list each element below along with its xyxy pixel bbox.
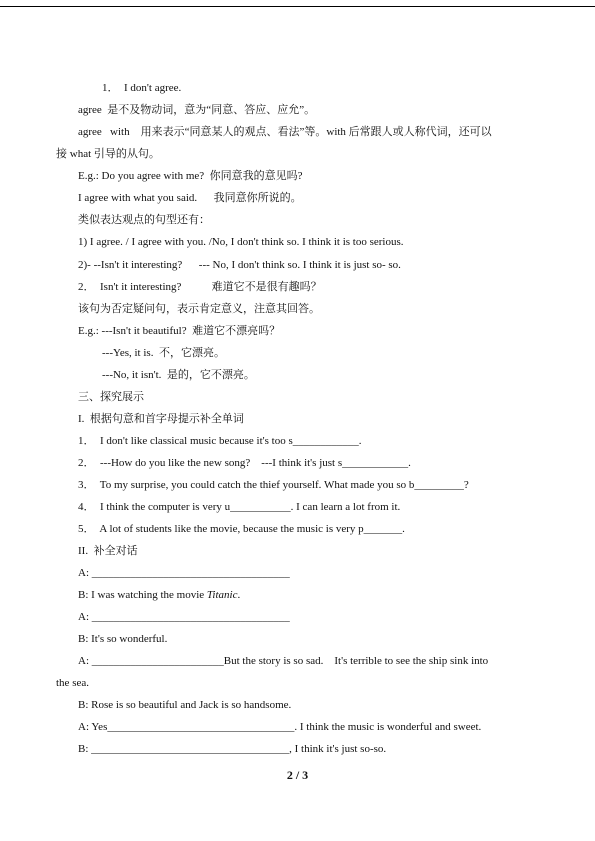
dialogue-a3: A: ________________________But the story is so sad. It's terrible to see the ship sink into	[78, 655, 489, 667]
part-2-heading: II. 补全对话	[78, 545, 138, 557]
exercise-2: 2． ---How do you like the new song? ---I think it's just s____________.	[78, 457, 411, 469]
example-1: E.g.: Do you agree with me? 你同意我的意见吗?	[78, 170, 303, 182]
note-agree-def: agree 是不及物动词，意为“同意、答应、应允”。	[78, 104, 316, 116]
note-item-2: 2． Isn't it interesting? 难道它不是很有趣吗？	[78, 281, 322, 293]
example-3-yes: ---Yes, it is. 不，它漂亮。	[102, 347, 225, 359]
dialogue-b1-text: B: I was watching the movie	[78, 589, 207, 601]
dialogue-b1	[78, 588, 240, 602]
dialogue-a4: A: Yes__________________________________. I think the music is wonderful and sweet.	[78, 721, 482, 733]
note-agree-with-cont: 接 what 引导的从句。	[56, 148, 160, 160]
exercise-4: 4． I think the computer is very u___________. I can learn a lot from it.	[78, 501, 401, 513]
note-agree-with: agree with 用来表示“同意某人的观点、看法”等。with 后常跟人或人称代词，还可以	[78, 126, 492, 138]
dialogue-b3: B: Rose is so beautiful and Jack is so handsome.	[78, 699, 292, 711]
page-number: 2 / 3	[286, 768, 309, 782]
header-rule	[0, 6, 595, 7]
section-heading: 三、探究展示	[78, 391, 144, 403]
dialogue-b2: B: It's so wonderful.	[78, 633, 168, 645]
exercise-1: 1． I don't like classical music because it's too s____________.	[78, 435, 362, 447]
similar-expressions: 类似表达观点的句型还有：	[78, 214, 210, 226]
dialogue-b1-period: .	[237, 589, 241, 601]
expression-2: 2)- --Isn't it interesting? --- No, I don't think so. I think it is just so- so.	[78, 259, 401, 271]
exercise-5: 5． A lot of students like the movie, because the music is very p_______.	[78, 523, 405, 535]
part-1-heading: I. 根据句意和首字母提示补全单词	[78, 413, 244, 425]
movie-title: Titanic	[206, 589, 238, 601]
dialogue-a1: A: ____________________________________	[78, 567, 290, 579]
expression-1: 1) I agree. / I agree with you. /No, I don't think so. I think it is too serious.	[78, 236, 404, 248]
dialogue-a2: A: ____________________________________	[78, 611, 290, 623]
dialogue-a3-cont: the sea.	[56, 677, 89, 689]
note-negative-question: 该句为否定疑问句，表示肯定意义，注意其回答。	[78, 303, 320, 315]
example-2: I agree with what you said. 我同意你所说的。	[78, 192, 302, 204]
note-item-1: 1． I don't agree.	[102, 82, 182, 94]
dialogue-b4: B: ____________________________________, I think it's just so-so.	[78, 743, 387, 755]
example-3: E.g.: ---Isn't it beautiful? 难道它不漂亮吗？	[78, 325, 281, 337]
exercise-3: 3． To my surprise, you could catch the thief yourself. What made you so b_________?	[78, 479, 469, 491]
example-3-no: ---No, it isn't. 是的，它不漂亮。	[102, 369, 255, 381]
